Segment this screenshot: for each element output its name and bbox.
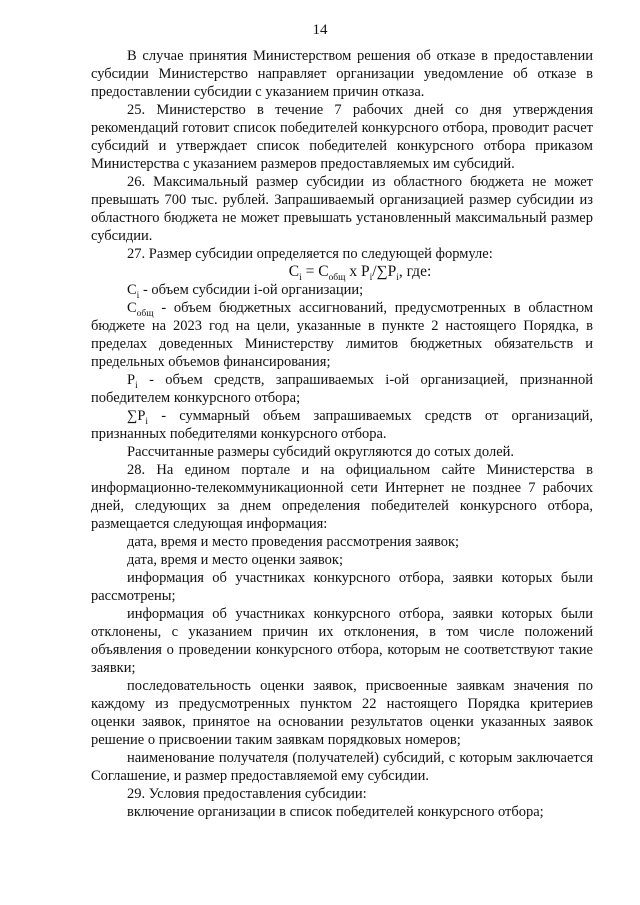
- page-number: 14: [312, 22, 328, 38]
- document-body: [91, 47, 593, 821]
- paragraph-25: 25. Министерство в течение 7 рабочих дней со дня утверждения рекомендаций готовит список победителей конкурсного отбора, проводит расчет субсидий и утверждает список победителей конкурсного отбора приказом Министерства с указанием размеров предоставляемых им субсидий.: [91, 102, 593, 172]
- definition-cobsh: $C_{общ}$ - объем бюджетных ассигнований, предусмотренных в областном бюджете на 2023 год на цели, указанные в пункте 2 настоящего Порядка, в пределах доведенных Министерству лимитов бюджетных обязательств и предельных объемов финансирования;: [91, 300, 593, 370]
- list-item-evaluation-sequence: последовательность оценки заявок, присвоенные заявкам значения по каждому из предусмотренных пунктом 22 настоящего Порядка критериев оценки заявок, принятое на основании результатов оценки указанных заявок решение о присвоении таким заявкам порядковых номеров;: [91, 678, 593, 748]
- list-item-reviewed-participants: информация об участниках конкурсного отбора, заявки которых были рассмотрены;: [91, 570, 593, 604]
- paragraph-rounding: Рассчитанные размеры субсидий округляются до сотых долей.: [127, 444, 515, 460]
- paragraph-27: 27. Размер субсидии определяется по следующей формуле:: [127, 246, 493, 262]
- list-item-winner-inclusion: включение организации в список победителей конкурсного отбора;: [127, 804, 544, 820]
- definition-ci: $C_i$ - объем субсидии i-ой организации;: [127, 282, 364, 301]
- subsidy-formula: $C_i = C_{общ}$ x $P_i/\sum P_i$, где:: [288, 263, 432, 284]
- list-item-evaluation-date: дата, время и место оценки заявок;: [127, 552, 343, 568]
- list-item-rejected-participants: информация об участниках конкурсного отбора, заявки которых были отклонены, с указанием причин их отклонения, в том числе положений объявления о проведении конкурсного отбора, которым не соответствуют такие заявки;: [91, 606, 593, 676]
- list-item-recipient-name: наименование получателя (получателей) субсидий, с которым заключается Соглашение, и размер предоставляемой ему субсидии.: [91, 750, 593, 784]
- paragraph-26: 26. Максимальный размер субсидии из областного бюджета не может превышать 700 тыс. рублей. Запрашиваемый организацией размер субсидии из областного бюджета не может превышать установленный максимальный размер субсидии.: [91, 174, 593, 244]
- paragraph-29: 29. Условия предоставления субсидии:: [127, 786, 367, 802]
- definition-sum-pi: $\sum P_i$ - суммарный объем запрашиваемых средств от организаций, признанных победителями конкурсного отбора.: [91, 408, 593, 442]
- paragraph-28: 28. На едином портале и на официальном сайте Министерства в информационно-телекоммуникационной сети Интернет не позднее 7 рабочих дней, следующих за днем определения победителей конкурсного отбора, размещается следующая информация:: [91, 462, 593, 532]
- list-item-review-date: дата, время и место проведения рассмотрения заявок;: [127, 534, 460, 550]
- definition-pi: $P_i$ - объем средств, запрашиваемых i-ой организацией, признанной победителем конкурсного отбора;: [91, 372, 593, 406]
- paragraph-refusal-notice: В случае принятия Министерством решения об отказе в предоставлении субсидии Министерство направляет организации уведомление об отказе в предоставлении субсидии с указанием причин отказа.: [91, 48, 593, 100]
